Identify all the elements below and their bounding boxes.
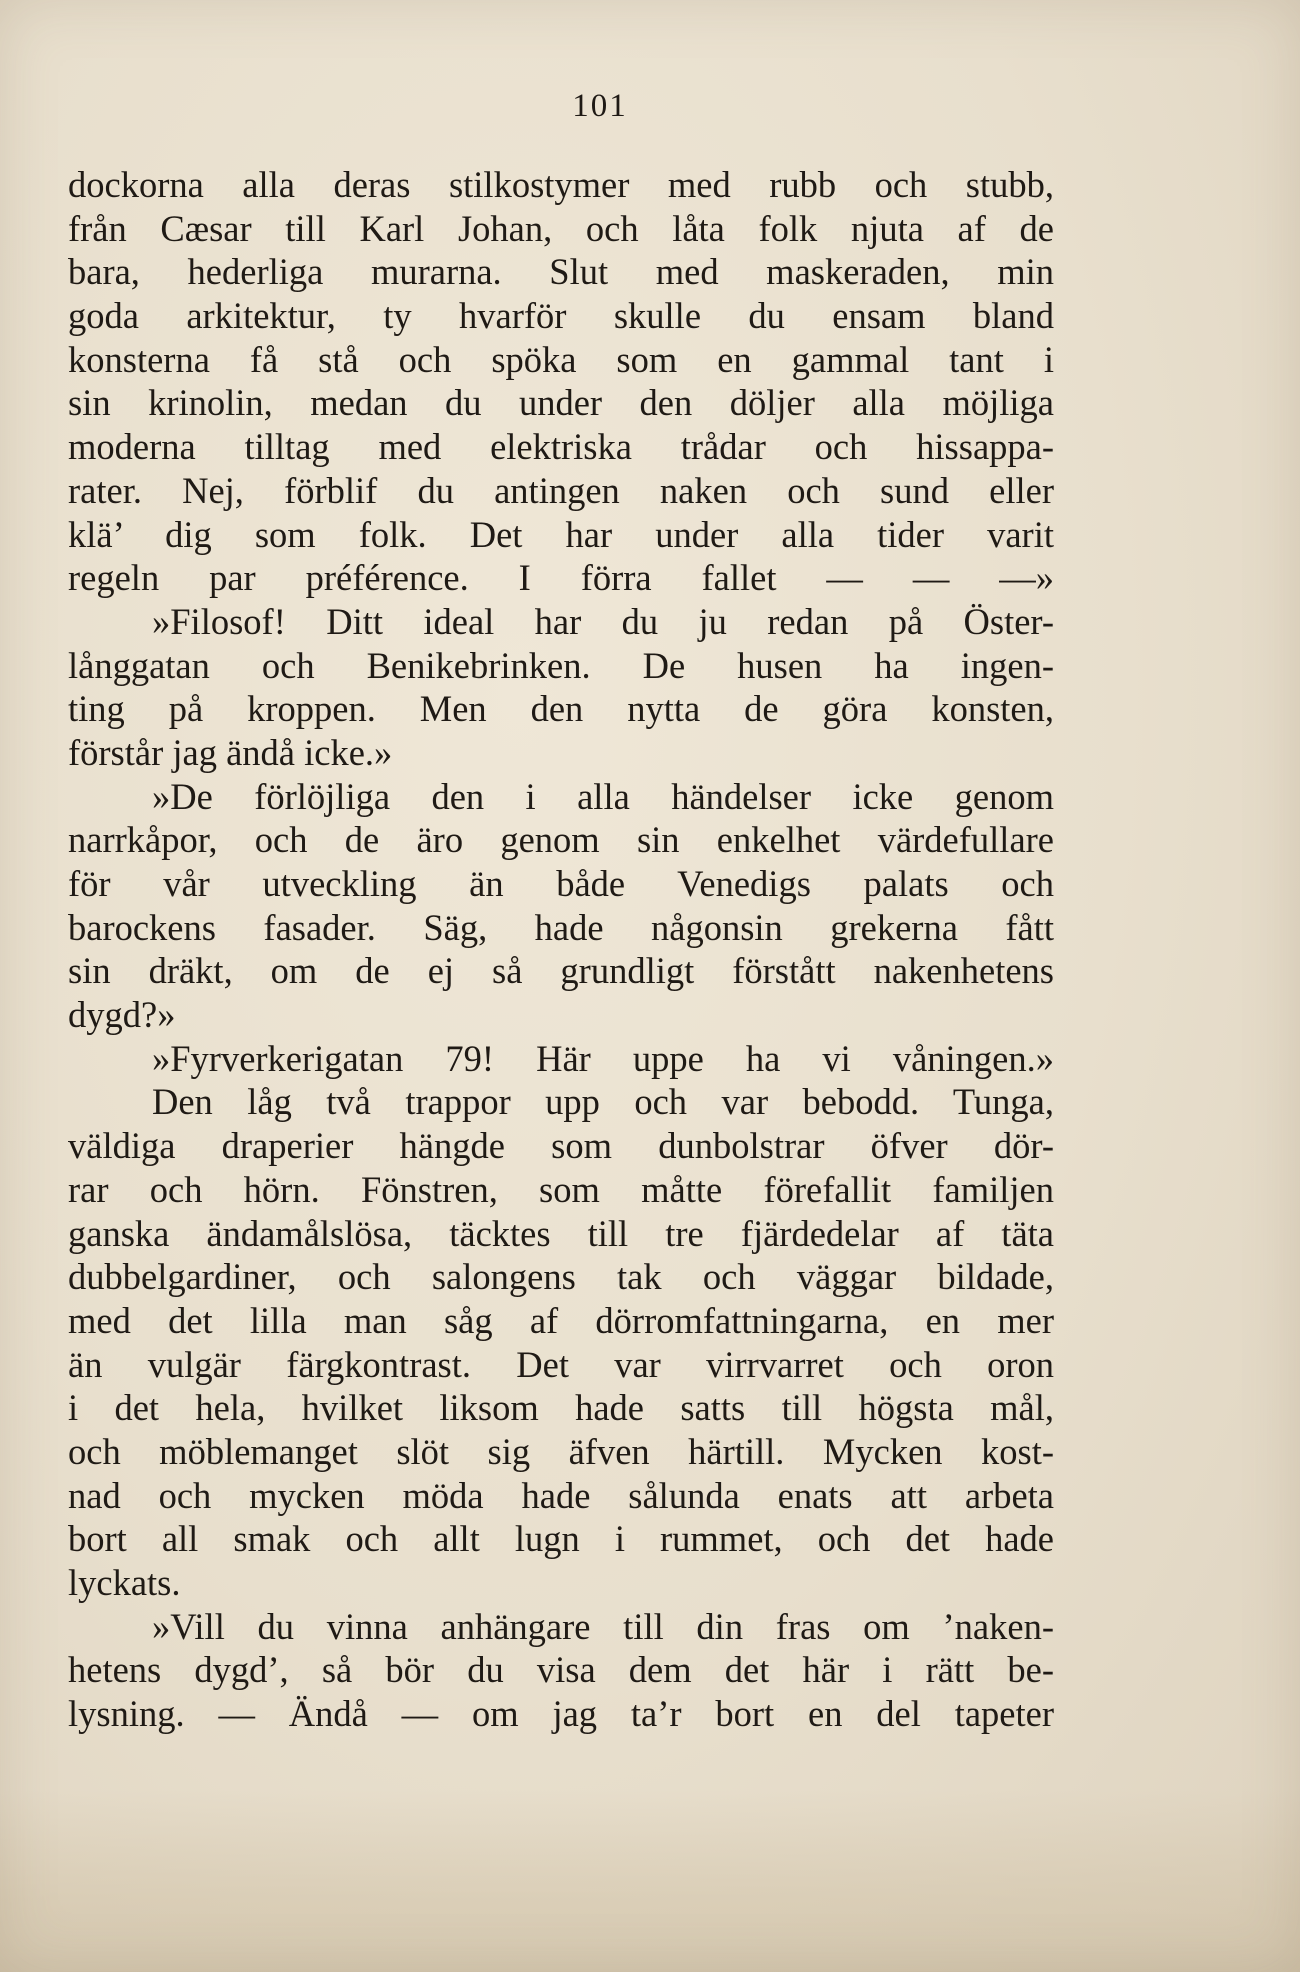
text-line: klä’ dig som folk. Det har under alla tider varit <box>68 513 1054 555</box>
text-line: väldiga draperier hängde som dunbolstrar öfver dör- <box>68 1125 1054 1167</box>
text-line: för vår utveckling än både Venedigs palats och <box>68 863 1054 904</box>
text-line: dubbelgardiner, och salongens tak och väggar bildade, <box>68 1256 1054 1298</box>
text-line: ganska ändamålslösa, täcktes till tre fjärdedelar af täta <box>68 1212 1054 1254</box>
text-line: »Vill du vinna anhängare till din fras om ’naken- <box>152 1605 1054 1647</box>
text-line: lysning. — Ändå — om jag ta’r bort en del tapeter <box>68 1693 1054 1735</box>
body-text <box>68 163 1054 1736</box>
text-line: ting på kroppen. Men den nytta de göra konsten, <box>68 688 1054 730</box>
text-line: hetens dygd’, så bör du visa dem det här i rätt be- <box>68 1649 1054 1691</box>
text-line: i det hela, hvilket liksom hade satts till högsta mål, <box>68 1387 1054 1429</box>
page-number: 101 <box>572 88 628 124</box>
text-line: regeln par préférence. I förra fallet — — —» <box>68 557 1054 599</box>
text-line: Den låg två trappor upp och var bebodd. Tunga, <box>152 1081 1054 1123</box>
text-line: dockorna alla deras stilkostymer med rubb och stubb, <box>68 164 1054 205</box>
text-line: långgatan och Benikebrinken. De husen ha ingen- <box>68 644 1054 686</box>
text-line: sin krinolin, medan du under den döljer alla möjliga <box>68 382 1054 424</box>
text-line: lyckats. <box>68 1562 181 1603</box>
text-line: med det lilla man såg af dörromfattningarna, en mer <box>68 1299 1054 1341</box>
page-bottom-shading <box>0 1790 1300 1972</box>
text-line: konsterna få stå och spöka som en gammal tant i <box>68 338 1054 380</box>
text-line: »Fyrverkerigatan 79! Här uppe ha vi våningen.» <box>152 1037 1054 1079</box>
text-line: än vulgär färgkontrast. Det var virrvarret och oron <box>68 1343 1054 1385</box>
text-line: från Cæsar till Karl Johan, och låta folk njuta af de <box>68 207 1054 249</box>
text-line: narrkåpor, och de äro genom sin enkelhet värdefullare <box>68 819 1054 861</box>
text-line: »Filosof! Ditt ideal har du ju redan på Öster- <box>152 600 1054 642</box>
text-line: dygd?» <box>68 994 176 1036</box>
text-line: barockens fasader. Säg, hade någonsin grekerna fått <box>68 906 1054 948</box>
text-line: sin dräkt, om de ej så grundligt förstått nakenhetens <box>68 950 1054 992</box>
text-line: goda arkitektur, ty hvarför skulle du ensam bland <box>68 295 1054 337</box>
text-line: och möblemanget slöt sig äfven härtill. Mycken kost- <box>68 1430 1054 1472</box>
text-line: »De förlöjliga den i alla händelser icke genom <box>152 775 1054 817</box>
text-line: bort all smak och allt lugn i rummet, och det hade <box>68 1518 1054 1560</box>
text-line: rar och hörn. Fönstren, som måtte förefallit familjen <box>68 1168 1054 1210</box>
text-line: bara, hederliga murarna. Slut med maskeraden, min <box>68 251 1054 293</box>
text-line: nad och mycken möda hade sålunda enats att arbeta <box>68 1474 1054 1516</box>
text-line: förstår jag ändå icke.» <box>68 731 393 773</box>
text-line: moderna tilltag med elektriska trådar och hissappa- <box>68 426 1054 468</box>
text-line: rater. Nej, förblif du antingen naken och sund eller <box>68 469 1054 511</box>
